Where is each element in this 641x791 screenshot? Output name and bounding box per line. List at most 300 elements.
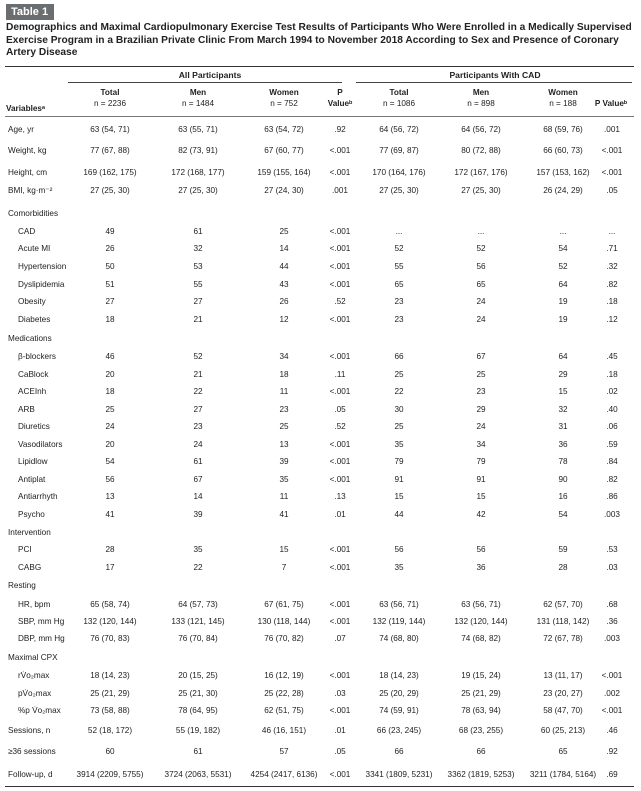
table-cell: 65 <box>394 280 404 289</box>
table-cell: 16 <box>558 492 568 501</box>
table-cell: 14 <box>193 492 203 501</box>
row-label: Acute MI <box>18 244 51 253</box>
table-cell: 64 <box>558 280 568 289</box>
table-cell: .003 <box>604 634 620 643</box>
row-label: BMI, kg·m⁻² <box>8 186 53 195</box>
header-cad-women: Women n = 188 <box>548 88 578 108</box>
table-cell: 4254 (2417, 6136) <box>250 770 318 779</box>
table-cell: 26 <box>105 244 115 253</box>
table-cell: 25 (21, 30) <box>178 689 218 698</box>
table-cell: .13 <box>334 492 346 501</box>
table-cell: 55 (19, 182) <box>175 726 221 735</box>
table-cell: 91 <box>476 475 486 484</box>
table-cell: 22 <box>394 387 404 396</box>
table-cell: 68 (59, 76) <box>543 125 583 134</box>
table-caption: Demographics and Maximal Cardiopulmonary Exercise Test Results of Participants Who Were Enrolled in a Medically Supervised Exercise Program in a Brazilian Private Clinic From March 1994 to November 2018 According to Sex and Presence of Coronary Artery Disease <box>6 22 632 58</box>
table-cell: 27 <box>105 297 115 306</box>
table-cell: .86 <box>606 492 618 501</box>
table-cell: 21 <box>193 370 203 379</box>
table-cell: 35 <box>279 475 289 484</box>
table-cell: 31 <box>558 422 568 431</box>
table-cell: <.001 <box>329 457 351 466</box>
table-cell: .11 <box>334 370 346 379</box>
table-row <box>0 242 641 256</box>
table-cell: 3724 (2063, 5531) <box>164 770 232 779</box>
table-cell: 60 <box>105 747 115 756</box>
table-cell: 7 <box>281 563 287 572</box>
table-cell: 16 (12, 19) <box>264 671 304 680</box>
row-label: Maximal CPX <box>8 653 58 662</box>
row-label: Psycho <box>18 510 45 519</box>
row-label: Diabetes <box>18 315 51 324</box>
table-row <box>0 615 641 629</box>
table-cell: 15 <box>558 387 568 396</box>
row-label: ≥36 sessions <box>8 747 56 756</box>
table-cell: 26 <box>279 297 289 306</box>
group-cad-underline <box>356 82 632 83</box>
table-cell: 91 <box>394 475 404 484</box>
table-cell: 18 <box>105 315 115 324</box>
table-cell: .92 <box>606 747 618 756</box>
table-cell: 61 <box>193 747 203 756</box>
table-cell: 25 (20, 29) <box>379 689 419 698</box>
table-row <box>0 368 641 382</box>
header-rule <box>5 116 634 117</box>
table-cell: 82 (73, 91) <box>178 146 218 155</box>
header-men: Men n = 1484 <box>181 88 215 108</box>
table-cell: 76 (70, 83) <box>90 634 130 643</box>
table-cell: 52 <box>394 244 404 253</box>
table-cell: 24 <box>476 315 486 324</box>
table-cell: 23 <box>394 297 404 306</box>
table-cell: 133 (121, 145) <box>171 617 225 626</box>
row-label: Age, yr <box>8 125 34 134</box>
table-cell: .40 <box>606 405 618 414</box>
table-cell: 18 (14, 23) <box>90 671 130 680</box>
variables-header: Variablesᵃ <box>6 104 46 113</box>
table-cell: 27 (25, 30) <box>178 186 218 195</box>
table-cell: 49 <box>105 227 115 236</box>
table-cell: 58 (47, 70) <box>543 706 583 715</box>
table-cell: 65 <box>476 280 486 289</box>
table-cell: 64 <box>558 352 568 361</box>
table-cell: 35 <box>394 563 404 572</box>
table-cell: 19 <box>558 315 568 324</box>
table-cell: 66 (23, 245) <box>376 726 422 735</box>
table-cell: .12 <box>606 315 618 324</box>
table-cell: <.001 <box>601 706 623 715</box>
row-label: CAD <box>18 227 36 236</box>
table-cell: 24 <box>476 422 486 431</box>
bottom-rule <box>5 786 634 787</box>
table-cell: 56 <box>105 475 115 484</box>
table-row <box>0 473 641 487</box>
table-cell: 62 (57, 70) <box>543 600 583 609</box>
table-cell: 19 <box>558 297 568 306</box>
table-cell: 23 <box>476 387 486 396</box>
table-cell: .003 <box>604 510 620 519</box>
table-cell: 34 <box>476 440 486 449</box>
table-cell: 17 <box>105 563 115 572</box>
table-cell: 39 <box>279 457 289 466</box>
table-row <box>0 455 641 469</box>
table-cell: 20 <box>105 370 115 379</box>
table-cell: 76 (70, 84) <box>178 634 218 643</box>
table-cell: 73 (58, 88) <box>90 706 130 715</box>
table-cell: <.001 <box>329 280 351 289</box>
table-cell: 29 <box>558 370 568 379</box>
header-total: Total n = 2236 <box>93 88 127 108</box>
table-cell: 25 <box>279 422 289 431</box>
table-cell: 50 <box>105 262 115 271</box>
table-cell: 172 (167, 176) <box>454 168 508 177</box>
table-cell: 19 (15, 24) <box>461 671 501 680</box>
table-cell: 3341 (1809, 5231) <box>365 770 433 779</box>
row-label: HR, bpm <box>18 600 51 609</box>
table-row <box>0 598 641 612</box>
table-cell: 80 (72, 88) <box>461 146 501 155</box>
table-cell: .59 <box>606 440 618 449</box>
table-cell: 79 <box>476 457 486 466</box>
table-cell: 36 <box>476 563 486 572</box>
row-label: Weight, kg <box>8 146 47 155</box>
table-cell: 42 <box>476 510 486 519</box>
row-label: CaBlock <box>18 370 49 379</box>
table-cell: <.001 <box>329 563 351 572</box>
table-cell: .82 <box>606 280 618 289</box>
table-cell: 23 (20, 27) <box>543 689 583 698</box>
header-women: Women n = 752 <box>269 88 299 108</box>
table-cell: 61 <box>193 227 203 236</box>
table-cell: 77 (69, 87) <box>379 146 419 155</box>
table-cell: 25 (21, 29) <box>461 689 501 698</box>
table-row <box>0 669 641 683</box>
table-cell: 22 <box>193 387 203 396</box>
table-cell: 56 <box>394 545 404 554</box>
table-row <box>0 332 641 346</box>
table-row <box>0 385 641 399</box>
row-label: Vasodilators <box>18 440 63 449</box>
table-cell: 76 (70, 82) <box>264 634 304 643</box>
table-cell: ... <box>395 227 403 236</box>
table-cell: <.001 <box>329 146 351 155</box>
row-label: Dyslipidemia <box>18 280 65 289</box>
table-row <box>0 561 641 575</box>
table-cell: 3211 (1784, 5164) <box>529 770 597 779</box>
table-cell: <.001 <box>601 671 623 680</box>
table-cell: 23 <box>394 315 404 324</box>
table-row <box>0 579 641 593</box>
table-cell: 18 <box>279 370 289 379</box>
table-row <box>0 704 641 718</box>
table-row <box>0 123 641 137</box>
table-cell: 66 (60, 73) <box>543 146 583 155</box>
table-cell: .82 <box>606 475 618 484</box>
table-cell: ... <box>608 227 616 236</box>
table-cell: 27 (24, 30) <box>264 186 304 195</box>
table-cell: 131 (118, 142) <box>536 617 590 626</box>
table-cell: 67 (60, 77) <box>264 146 304 155</box>
table-cell: 20 (15, 25) <box>178 671 218 680</box>
table-cell: 3362 (1819, 5253) <box>447 770 515 779</box>
table-cell: .18 <box>606 370 618 379</box>
table-cell: 52 <box>558 262 568 271</box>
row-label: Lipidlow <box>18 457 48 466</box>
table-cell: .18 <box>606 297 618 306</box>
table-cell: 25 <box>105 405 115 414</box>
table-cell: <.001 <box>329 168 351 177</box>
table-cell: 13 <box>279 440 289 449</box>
table-cell: .71 <box>606 244 618 253</box>
row-label: PCI <box>18 545 32 554</box>
table-cell: 35 <box>394 440 404 449</box>
table-cell: .84 <box>606 457 618 466</box>
table-row <box>0 166 641 180</box>
table-cell: .46 <box>606 726 618 735</box>
table-cell: 55 <box>394 262 404 271</box>
table-cell: 65 (58, 74) <box>90 600 130 609</box>
table-cell: 77 (67, 88) <box>90 146 130 155</box>
table-cell: .05 <box>606 186 618 195</box>
table-cell: .05 <box>334 405 346 414</box>
table-cell: .52 <box>334 422 346 431</box>
table-cell: 159 (155, 164) <box>257 168 311 177</box>
table-cell: 13 <box>105 492 115 501</box>
table-row <box>0 278 641 292</box>
table-cell: 68 (23, 255) <box>458 726 504 735</box>
table-cell: .69 <box>606 770 618 779</box>
table-cell: 56 <box>476 545 486 554</box>
table-cell: 64 (56, 72) <box>461 125 501 134</box>
row-label: ACEInh <box>18 387 47 396</box>
table-cell: 59 <box>558 545 568 554</box>
table-cell: 18 (14, 23) <box>379 671 419 680</box>
table-cell: 67 <box>476 352 486 361</box>
table-cell: <.001 <box>329 387 351 396</box>
table-cell: 46 <box>105 352 115 361</box>
table-cell: 54 <box>105 457 115 466</box>
table-row <box>0 260 641 274</box>
table-cell: 27 <box>193 297 203 306</box>
table-cell: 62 (51, 75) <box>264 706 304 715</box>
table-cell: 28 <box>558 563 568 572</box>
table-cell: 29 <box>476 405 486 414</box>
row-label: pV̇o₂max <box>18 689 52 698</box>
table-cell: 23 <box>279 405 289 414</box>
table-cell: 169 (162, 175) <box>83 168 137 177</box>
table-cell: 25 (22, 28) <box>264 689 304 698</box>
table-row <box>0 438 641 452</box>
table-cell: .01 <box>334 510 346 519</box>
group-all-underline <box>68 82 342 83</box>
table-row <box>0 420 641 434</box>
table-cell: <.001 <box>329 227 351 236</box>
header-cad-men: Men n = 898 <box>467 88 495 108</box>
table-cell: 46 (16, 151) <box>261 726 307 735</box>
table-cell: <.001 <box>329 770 351 779</box>
group-all-participants: All Participants <box>178 70 242 80</box>
table-cell: 52 <box>476 244 486 253</box>
table-cell: 41 <box>279 510 289 519</box>
table-cell: 27 (25, 30) <box>90 186 130 195</box>
table-cell: 55 <box>193 280 203 289</box>
table-cell: 13 (11, 17) <box>543 671 583 680</box>
table-cell: 28 <box>105 545 115 554</box>
table-cell: <.001 <box>601 146 623 155</box>
row-label: ARB <box>18 405 35 414</box>
row-label: Antiplat <box>18 475 46 484</box>
table-cell: 43 <box>279 280 289 289</box>
table-cell: 78 (63, 94) <box>461 706 501 715</box>
table-cell: 52 <box>193 352 203 361</box>
row-label: Comorbidities <box>8 209 59 218</box>
table-cell: 25 <box>394 422 404 431</box>
table-cell: ... <box>559 227 567 236</box>
row-label: Intervention <box>8 528 51 537</box>
table-cell: 63 (56, 71) <box>379 600 419 609</box>
table-cell: 74 (68, 80) <box>379 634 419 643</box>
table-cell: 54 <box>558 244 568 253</box>
table-cell: 11 <box>279 387 289 396</box>
table-cell: 25 <box>476 370 486 379</box>
row-label: Height, cm <box>8 168 48 177</box>
table-cell: 65 <box>558 747 568 756</box>
table-label: Table 1 <box>6 4 54 20</box>
table-cell: .001 <box>332 186 348 195</box>
table-cell: 25 (21, 29) <box>90 689 130 698</box>
table-cell: 61 <box>193 457 203 466</box>
row-label: Medications <box>8 334 52 343</box>
table-cell: 67 (61, 75) <box>264 600 304 609</box>
table-cell: 15 <box>279 545 289 554</box>
table-cell: 51 <box>105 280 115 289</box>
table-cell: .03 <box>606 563 618 572</box>
table-row <box>0 543 641 557</box>
table-row <box>0 313 641 327</box>
table-cell: 18 <box>105 387 115 396</box>
table-cell: 24 <box>105 422 115 431</box>
table-row <box>0 350 641 364</box>
row-label: Follow-up, d <box>8 770 53 779</box>
table-cell: 3914 (2209, 5755) <box>76 770 144 779</box>
table-cell: .001 <box>604 125 620 134</box>
table-cell: 53 <box>193 262 203 271</box>
table-cell: 54 <box>558 510 568 519</box>
table-cell: 74 (59, 91) <box>379 706 419 715</box>
table-cell: 27 (25, 30) <box>379 186 419 195</box>
table-cell: 44 <box>279 262 289 271</box>
row-label: %p V̇o₂max <box>18 706 61 715</box>
row-label: Resting <box>8 581 36 590</box>
table-cell: 24 <box>193 440 203 449</box>
table-cell: 36 <box>558 440 568 449</box>
table-cell: 25 <box>394 370 404 379</box>
table-cell: 78 <box>558 457 568 466</box>
table-cell: 170 (164, 176) <box>372 168 426 177</box>
table-row <box>0 745 641 759</box>
table-cell: 39 <box>193 510 203 519</box>
table-row <box>0 768 641 782</box>
table-cell: 72 (67, 78) <box>543 634 583 643</box>
table-cell: .45 <box>606 352 618 361</box>
group-cad-participants: Participants With CAD <box>449 70 541 80</box>
table-cell: 21 <box>193 315 203 324</box>
table-row <box>0 403 641 417</box>
table-cell: 30 <box>394 405 404 414</box>
table-cell: 60 (25, 213) <box>540 726 586 735</box>
table-cell: 34 <box>279 352 289 361</box>
top-rule <box>5 66 634 67</box>
table-cell: 32 <box>558 405 568 414</box>
row-label: Diuretics <box>18 422 50 431</box>
table-cell: 23 <box>193 422 203 431</box>
table-cell: .53 <box>606 545 618 554</box>
table-cell: 57 <box>279 747 289 756</box>
table-row <box>0 184 641 198</box>
table-cell: .32 <box>606 262 618 271</box>
table-cell: 64 (56, 72) <box>379 125 419 134</box>
table-cell: .06 <box>606 422 618 431</box>
table-cell: .05 <box>334 747 346 756</box>
table-cell: 44 <box>394 510 404 519</box>
row-label: DBP, mm Hg <box>18 634 65 643</box>
table-row <box>0 490 641 504</box>
table-cell: 130 (118, 144) <box>257 617 311 626</box>
table-cell: <.001 <box>329 244 351 253</box>
table-cell: 74 (68, 82) <box>461 634 501 643</box>
row-label: Hypertension <box>18 262 67 271</box>
table-cell: 25 <box>279 227 289 236</box>
table-cell: .07 <box>334 634 346 643</box>
table-cell: 63 (54, 71) <box>90 125 130 134</box>
table-cell: <.001 <box>329 671 351 680</box>
table-cell: 132 (120, 144) <box>83 617 137 626</box>
table-cell: .002 <box>604 689 620 698</box>
table-cell: .68 <box>606 600 618 609</box>
table-cell: <.001 <box>329 600 351 609</box>
table-cell: .01 <box>334 726 346 735</box>
table-cell: 15 <box>394 492 404 501</box>
table-cell: <.001 <box>329 545 351 554</box>
table-cell: <.001 <box>329 315 351 324</box>
table-cell: 14 <box>279 244 289 253</box>
table-cell: 132 (120, 144) <box>454 617 508 626</box>
table-cell: .52 <box>334 297 346 306</box>
table-cell: 35 <box>193 545 203 554</box>
table-cell: ... <box>477 227 485 236</box>
table-row <box>0 508 641 522</box>
table-cell: 26 (24, 29) <box>543 186 583 195</box>
table-row <box>0 687 641 701</box>
table-cell: 66 <box>476 747 486 756</box>
table-cell: <.001 <box>601 168 623 177</box>
table-cell: 11 <box>279 492 289 501</box>
table-row <box>0 526 641 540</box>
row-label: Antiarrhyth <box>18 492 58 501</box>
table-cell: 56 <box>476 262 486 271</box>
table-row <box>0 207 641 221</box>
table-cell: 67 <box>193 475 203 484</box>
table-cell: 32 <box>193 244 203 253</box>
table-cell: 63 (56, 71) <box>461 600 501 609</box>
table-cell: 79 <box>394 457 404 466</box>
table-cell: 66 <box>394 352 404 361</box>
table-cell: 172 (168, 177) <box>171 168 225 177</box>
table-cell: 41 <box>105 510 115 519</box>
row-label: CABG <box>18 563 42 572</box>
row-label: β-blockers <box>18 352 56 361</box>
header-cad-p-value: P Valueᵇ <box>594 99 628 108</box>
